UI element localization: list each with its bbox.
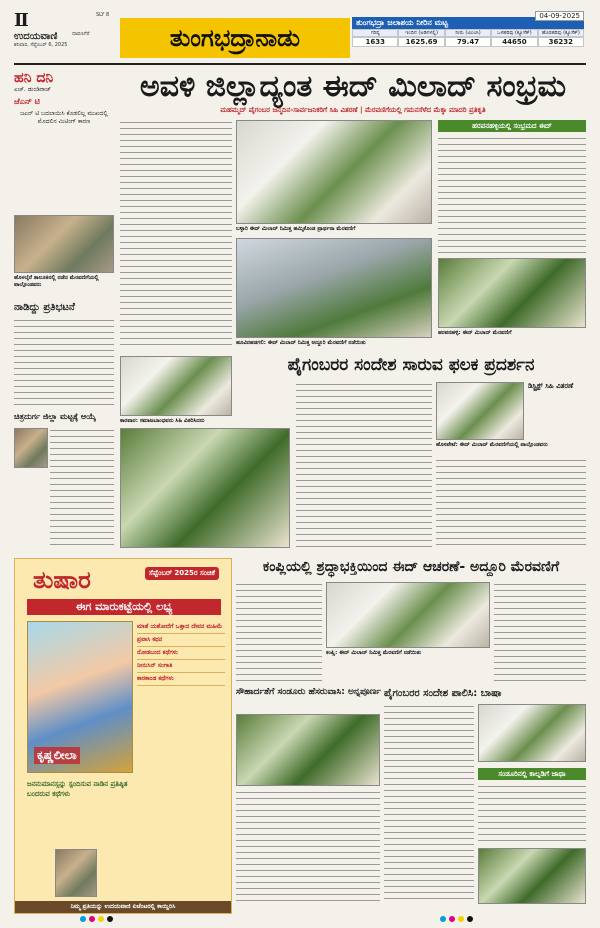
date-line: ಶನಿವಾರ, ಸೆಪ್ಟೆಂಬರ್ 6, 2025: [14, 42, 68, 48]
third-col-3-text: [494, 582, 586, 682]
main-col-1-text: [120, 120, 232, 350]
registration-marks-right: [440, 916, 473, 922]
masthead-left: [14, 10, 112, 56]
ad-cover-image: [27, 621, 133, 773]
main-photo-2: [236, 238, 432, 338]
main-photo-2-caption: ಹೂವಿನಹಡಗಲಿ: ಈದ್ ಮಿಲಾದ್ ನಿಮಿತ್ತ ಅದ್ದೂರಿ ಮೆರವಣಿಗೆ ನಡೆಯಿತು: [236, 340, 366, 346]
ad-contents-list: [137, 621, 225, 686]
registration-marks-left: [80, 916, 113, 922]
third-photo-2: [236, 714, 380, 786]
edition-label: ದಾವಣಗೆರೆ: [72, 31, 90, 37]
masthead-rule: [14, 63, 586, 65]
dam-header-cell: ಹೊರಹರಿವು (ಕ್ಯೂಸೆಕ್): [538, 29, 584, 37]
left-photo: [14, 215, 114, 273]
main-side-text: [438, 136, 586, 254]
main-photo-3: [438, 258, 586, 328]
ad-list-item: ಮಾತೆ ಯಶೋದೆಗೆ ಒತ್ತಾದ ದೇವನ ಮಹಿಮೆ: [137, 621, 225, 634]
page-number: II: [14, 10, 27, 31]
magazine-ad: [14, 558, 232, 914]
ad-author-photo: [55, 849, 97, 897]
dam-header-cell: ಇಂದಿನ (ಅಡಿಗಳಲ್ಲಿ): [398, 29, 444, 37]
second-photo-big: [120, 428, 290, 548]
ad-list-item: ನೀನುಸಿನ್ ಸಂಗಾತಿ: [137, 660, 225, 673]
dam-value-cell: 1625.69: [398, 37, 444, 47]
ad-cover-title: ಕೃಷ್ಣಲೀಲಾ: [34, 747, 80, 764]
second-photo-2: [436, 382, 524, 440]
second-photo-1-caption: ಕಾರವಾರ: ಸಮಾಜಬಾಂಧವರು ಸಿಹಿ ವಿತರಿಸಿದರು: [120, 418, 205, 424]
third-col-1-text: [236, 582, 322, 682]
dam-header-row: [352, 29, 584, 37]
hanidani-byline: ಎಚ್. ಡುಂಡಿರಾಜ್: [14, 86, 52, 93]
ad-footer: ನಿಮ್ಮ ಪ್ರತಿಯನ್ನು ಉದಯವಾಣಿ ಏಜೆಂಟರಲ್ಲಿ ಕಾಯ್ದಿರಿಸಿ: [15, 901, 231, 913]
hanidani-column: [14, 70, 114, 210]
left-section-2-text: [50, 428, 114, 548]
ad-tagline: ಈಗ ಮಾರುಕಟ್ಟೆಯಲ್ಲಿ ಲಭ್ಯ: [27, 599, 221, 615]
third-sub-left: ಸೌಹಾರ್ದತೆಗೆ ಸಂಡೂರು ಹೆಸರುವಾಸಿ: ಅನ್ನಪೂರ್ಣ: [236, 687, 381, 697]
main-photo-1: [236, 120, 432, 224]
third-photo-3: [478, 704, 586, 762]
dam-value-cell: 36232: [538, 37, 584, 47]
second-photo-2-caption: ಹೊಸಪೇಟೆ: ಈದ್ ಮಿಲಾದ್ ಮೆರವಣಿಗೆಯಲ್ಲಿ ಪಾಲ್ಗೊಂಡವರು: [436, 442, 548, 448]
page-code: SLY 8: [96, 12, 110, 18]
dam-header-cell: ಗರಿಷ್ಠ: [352, 29, 398, 37]
dam-headline: ತುಂಗಭದ್ರಾ ಜಲಾಶಯ ನೀರಿನ ಮಟ್ಟ: [352, 17, 584, 29]
main-side-band: ಹರಪನಹಳ್ಳಿಯಲ್ಲಿ ಸಂಭ್ರಮದ ಈದ್: [438, 120, 586, 132]
third-bottom-text: [236, 790, 380, 904]
hanidani-title: ಹನಿ ದನಿ: [14, 70, 54, 86]
ad-list-item: ನೋಡಬಂದ ಕಥೆಗಳು: [137, 647, 225, 660]
dam-value-row: [352, 37, 584, 47]
dam-header-cell: ಒಳಹರಿವು (ಕ್ಯೂಸೆಕ್): [491, 29, 537, 37]
left-photo-caption: ಹೊಳಲ್ಕೆರೆ ತಾಲೂಕಿನಲ್ಲಿ ನಡೆದ ಮೆರವಣಿಗೆಯಲ್ಲಿ ಪಾಲ್ಗೊಂಡವರು: [14, 275, 99, 288]
main-subhead: ಮಹಮ್ಮದ್ ಪೈಗಂಬರ ಜನ್ಮದಿನ-ಸಾರ್ವಜನಿಕರಿಗೆ ಸಿಹಿ ವಿತರಣೆ | ಮೆರವಣಿಗೆಯಲ್ಲಿ ಗಮನಸೆಳೆದ ಮೆಕ್ಕಾ ಮಾದರಿ ಪ್ರತಿಕೃತಿ: [220, 106, 486, 114]
hanidani-poem: ಜಎನ್ ಟಿ ಬದಲಾಯಿಸಿ ಕೊಡಲಿಲ್ಲ ಮುಖದಲ್ಲಿ ಮೊದಲಿನ ಮಿಟಿಂಗ್ ಕಾರಣ: [20, 110, 108, 125]
hanidani-subtitle: ಜೆಎನ್ ಟಿ: [14, 97, 40, 106]
left-section-2-head: ಚಿತ್ರದುರ್ಗ ಜಿಲ್ಲಾ ಮಟ್ಟಕ್ಕೆ ಆಯ್ಕೆ: [14, 412, 96, 421]
third-side-text: [478, 784, 586, 844]
ad-issue-badge: ಸೆಪ್ಟೆಂಬರ್ 2025ರ ಸಂಚಿಕೆ: [145, 567, 219, 580]
ad-list-item: ಪ್ರವಾಸಿ ಕಥನ: [137, 634, 225, 647]
left-section-1-text: [14, 318, 114, 408]
third-headline: ಕಂಪ್ಲಿಯಲ್ಲಿ ಶ್ರದ್ಧಾಭಕ್ತಿಯಿಂದ ಈದ್ ಆಚರಣೆ- ಅದ್ದೂರಿ ಮೆರವಣಿಗೆ: [262, 559, 560, 575]
second-side-text: [436, 458, 586, 548]
second-col-text: [296, 382, 432, 548]
left-portrait: [14, 428, 48, 468]
main-photo-1-caption: ಬಳ್ಳಾರಿ ಈದ್ ಮಿಲಾದ್ ನಿಮಿತ್ತ ಹಮ್ಮಿಕೊಂಡ ಪ್ರಾರ್ಥನಾ ಮೆರವಣಿಗೆ: [236, 226, 356, 232]
second-side-head: ಡಿಸ್ಟ್ರಿಕ್ಟ್ ಸಿಹಿ ವಿತರಣೆ: [528, 382, 574, 390]
dam-value-cell: 1633: [352, 37, 398, 47]
third-sub-right: ಪೈಗಂಬರರ ಸಂದೇಶ ಪಾಲಿಸಿ: ಬಾಷಾ: [384, 688, 502, 699]
main-photo-3-caption: ಹರಪನಹಳ್ಳಿ: ಈದ್ ಮಿಲಾದ್ ಮೆರವಣಿಗೆ: [438, 330, 512, 336]
third-photo-1: [326, 582, 490, 648]
paper-name: ಉದಯವಾಣಿ: [14, 31, 58, 42]
second-photo-1: [120, 356, 232, 416]
third-photo-caption: ಕಂಪ್ಲಿ: ಈದ್ ಮಿಲಾದ್ ನಿಮಿತ್ತ ಮೆರವಣಿಗೆ ನಡೆಯಿತು: [326, 650, 422, 656]
third-photo-4: [478, 848, 586, 904]
dam-value-cell: 79.47: [445, 37, 491, 47]
dam-header-cell: ನೀರು (ಟಿಎಂಸಿ): [445, 29, 491, 37]
ad-title: ತುಷಾರ: [33, 565, 91, 594]
second-headline: ಪೈಗಂಬರರ ಸಂದೇಶ ಸಾರುವ ಫಲಕ ಪ್ರದರ್ಶನ: [287, 355, 535, 375]
main-headline: ಅವಳಿ ಜಿಲ್ಲಾದ್ಯಂತ ಈದ್ ಮಿಲಾದ್ ಸಂಭ್ರಮ: [139, 69, 567, 104]
dam-value-cell: 44650: [491, 37, 537, 47]
third-col-4-text: [384, 704, 474, 904]
masthead-title: ತುಂಗಭದ್ರಾನಾಡು: [120, 18, 350, 58]
dam-date: 04-09-2025: [535, 11, 584, 21]
ad-list-item: ಕಾರಕಾಂಡ ಕಥೆಗಳು: [137, 673, 225, 686]
ad-quote: ಜನನುಮಾನಸ್ಸನ್ನು ಸ್ಪಂದಿಸುವ ನಾಡಿನ ಪ್ರತಿಷ್ಠಿತ ಬಂದರುವ ಕಥೆಗಳು: [27, 780, 128, 798]
third-side-band: ಸಂಡೂರಿನಲ್ಲಿ ಕಾಲ್ನಡಿಗೆ ಜಾಥಾ: [478, 768, 586, 780]
dam-level-box: [352, 12, 584, 61]
left-section-1-head: ನಾಡಿದ್ದು ಪ್ರತಿಭಟನೆ: [14, 302, 75, 313]
